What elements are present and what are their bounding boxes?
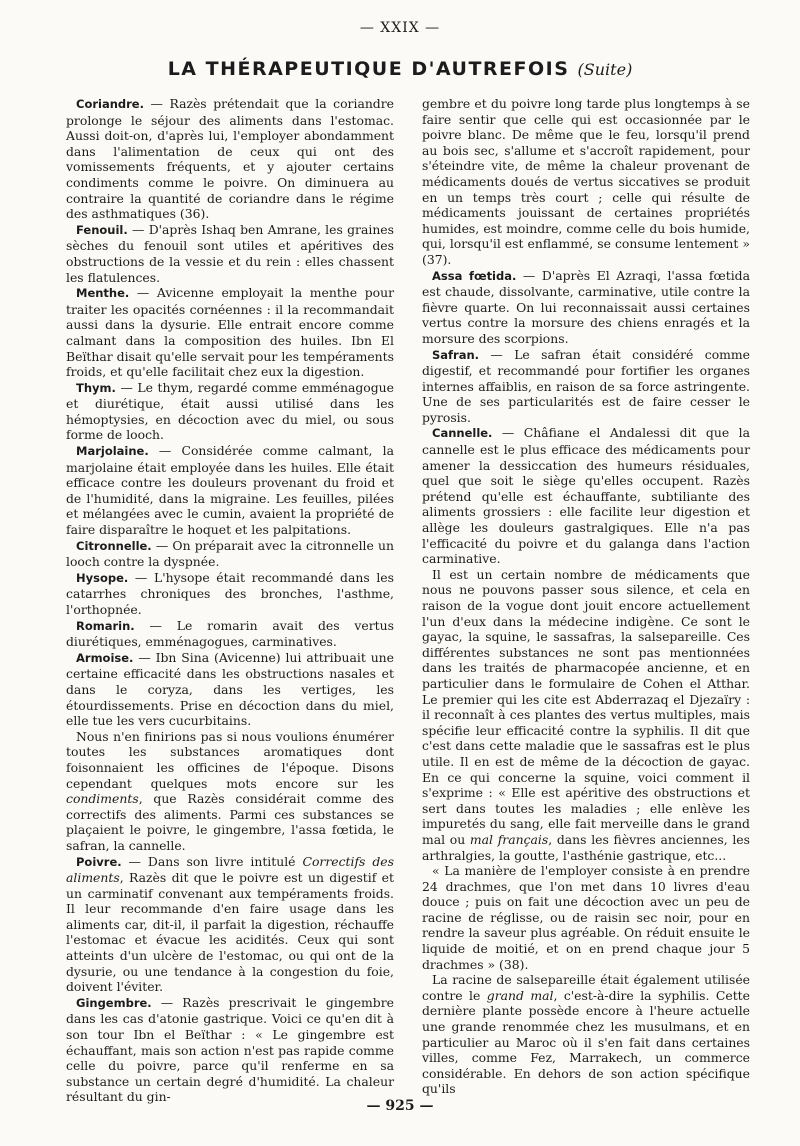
term-thym: Thym. (76, 380, 116, 395)
term-romarin: Romarin. (76, 618, 135, 633)
title-suite: (Suite) (577, 60, 633, 79)
text-thym: — Le thym, regardé comme emménagogue et diurétique, était aussi utilisé dans les hémoptysies, en décoction avec du miel, ou sous forme de looch. (66, 379, 394, 443)
poivre-italic: Correctifs des aliments (66, 853, 394, 886)
term-coriandre: Coriandre. (76, 97, 144, 111)
term-citronnelle: Citronnelle. (76, 538, 152, 553)
term-armoise: Armoise. (76, 650, 134, 665)
term-assa-foetida: Assa fœtida. (432, 268, 517, 283)
left-column (66, 96, 394, 1105)
paragraph-dosage: « La manière de l'employer consiste à en prendre 24 drachmes, que l'on met dans 10 livres d'eau douce ; puis on fait une décoction avec un peu de racine de réglisse, ou de raisin sec noir, pour en rendre la saveur plus agréable. On réduit ensuite le liquide de moitié, et on en prend chaque jour 5 drachmes » (38). (422, 863, 750, 972)
page-title (0, 58, 800, 80)
term-safran: Safran. (432, 347, 480, 362)
entry-gingembre (66, 995, 394, 1105)
entry-hysope (66, 570, 394, 618)
term-fenouil: Fenouil. (76, 222, 128, 237)
text-citronnelle: — On préparait avec la citronnelle un looch contre la dyspnée. (66, 537, 394, 570)
entry-marjolaine (66, 443, 394, 538)
title-text: LA THÉRAPEUTIQUE D'AUTREFOIS (167, 58, 570, 80)
term-hysope: Hysope. (76, 570, 129, 585)
term-marjolaine: Marjolaine. (76, 444, 149, 459)
paragraph-gayac-squine (422, 567, 750, 863)
entry-coriandre (66, 96, 394, 222)
term-cannelle: Cannelle. (432, 426, 493, 441)
entry-assa-foetida (422, 268, 750, 347)
entry-safran (422, 347, 750, 426)
salsepareille-text-a: La racine de salsepareille était également utilisée contre le (422, 972, 750, 1003)
text-coriandre: — Razès prétendait que la coriandre prolonge le séjour des aliments dans l'estomac. Aussi doit-on, d'après lui, l'employer abondamment dans l'alimentation de ceux qui ont des vomissements fréquents, et y ajouter certains condiments comme le poivre. On diminuera au contraire la quantité de coriandre dans le régime des asthmatiques (36). (66, 96, 394, 222)
gayac-italic: mal français (469, 831, 549, 847)
text-marjolaine: — Considérée comme calmant, la marjolaine était employée dans les huiles. Elle était efficace contre les douleurs provenant du froid et de l'humidité, dans la migraine. Les feuilles, pilées et mélangées avec le cumin, avaient la propriété de faire disparaître le hoquet et les palpitations. (66, 443, 394, 538)
term-poivre: Poivre. (76, 854, 122, 869)
gayac-text-a: Il est un certain nombre de médicaments que nous ne pouvons passer sous silence, et cela en raison de la vogue dont jouit encore actuellement l'un d'eux dans la médecine indigène. Ce sont le gayac, la squine, le sassafras, la salsepareille. Ces différentes substances ne sont pas mentionnées dans les traités de pharmacopée ancienne, et en particulier dans le formulaire de Cohen el Atthar. Le premier qui les cite est Abderrazaq el Djezaïry : il reconnaît à ces plantes des vertus multiples, mais spécifie leur efficacité contre la syphilis. Il dit que c'est dans cette maladie que le sassafras est le plus utile. Il en est de même de la décoction de gayac. En ce qui concerne la squine, voici comment il s'exprime : « Elle est apéritive des obstructions et sert dans toutes les maladies ; elle enlève les impuretés du sang, elle fait merveille dans le grand mal ou (422, 566, 750, 847)
paragraph-condiments (66, 729, 394, 854)
entry-armoise (66, 650, 394, 729)
text-armoise: — Ibn Sina (Avicenne) lui attribuait une certaine efficacité dans les obstructions nasales et dans le coryza, dans les vertiges, les étourdissements. Prise en décoction dans du miel, elle tue les vers cucurbitains. (66, 649, 394, 729)
entry-romarin (66, 618, 394, 650)
text-fenouil: — D'après Ishaq ben Amrane, les graines sèches du fenouil sont utiles et apéritives des obstructions de la vessie et du rein : elles chassent les flatulences. (66, 221, 394, 285)
right-column (422, 96, 750, 1097)
text-cannelle: — Châfiane el Andalessi dit que la cannelle est le plus efficace des médicaments pour amener la dessiccation des humeurs résiduales, quel que soit le siège qu'elles occupent. Razès prétend qu'elle est échauffante, subtiliante des aliments grossiers : elle facilite leur digestion et allège les douleurs gastralgiques. Elle n'a pas l'efficacité du poivre et du galanga dans l'action carminative. (422, 425, 750, 567)
entry-citronnelle (66, 538, 394, 570)
entry-thym (66, 380, 394, 443)
entry-cannelle (422, 425, 750, 566)
text-hysope: — L'hysope était recommandé dans les catarrhes chroniques des bronches, l'asthme, l'orthopnée. (66, 569, 394, 617)
text-safran: — Le safran était considéré comme digestif, et recommandé pour fortifier les organes internes affaiblis, en raison de sa force astringente. Une de ses particularités est de faire cesser le pyrosis. (422, 346, 750, 425)
gayac-text-end: , dans les fièvres anciennes, les arthralgies, la goutte, l'asthénie gastrique, etc... (422, 831, 750, 863)
salsepareille-italic: grand mal (486, 987, 554, 1003)
page-number: — 925 — (366, 1098, 434, 1114)
salsepareille-text-b: , c'est-à-dire la syphilis. Cette dernière plante possède encore à l'heure actuelle une grande renommée chez les musulmans, et en particulier au Maroc où il s'en fait dans certaines villes, comme Fez, Marrakech, un commerce considérable. En dehors de son action spécifique qu'ils (422, 987, 750, 1097)
poivre-text-b: , Razès dit que le poivre est un digestif et un carminatif convenant aux tempéraments froids. Il leur recommande d'en faire usage dans les aliments car, dit-il, il parfait la digestion, réchauffe l'estomac et évacue les acidités. Ceux qui sont atteints d'un ulcère de l'estomac, ou qui ont de la dysurie, ou une tendance à la congestion du foie, doivent l'éviter. (66, 870, 394, 995)
condiments-text-b: , que Razès considérait comme des correctifs des aliments. Parmi ces substances se plaçaient le poivre, le gingembre, l'assa fœtida, le safran, la cannelle. (66, 791, 394, 853)
paragraph-salsepareille (422, 972, 750, 1097)
poivre-text-a: — Dans son livre intitulé (121, 853, 303, 869)
term-menthe: Menthe. (76, 286, 130, 301)
text-romarin: — Le romarin avait des vertus diurétiques, emménagogues, carminatives. (66, 617, 394, 650)
term-gingembre: Gingembre. (76, 995, 152, 1010)
text-menthe: — Avicenne employait la menthe pour traiter les opacités cornéennes : il la recommandait aussi dans la dysurie. Elle entrait encore comme calmant dans la composition des huiles. Ibn El Beïthar disait qu'elle servait pour les tempéraments froids, et qu'elle facilitait chez eux la digestion. (66, 285, 394, 380)
entry-poivre (66, 854, 394, 995)
text-assa-foetida: — D'après El Azraqi, l'assa fœtida est chaude, dissolvante, carminative, utile contre la fièvre quarte. On lui reconnaissait aussi certaines vertus contre la morsure des chiens enragés et la morsure des scorpions. (422, 267, 750, 346)
entry-fenouil (66, 222, 394, 285)
gingembre-continuation: gembre et du poivre long tarde plus longtemps à se faire sentir que celle qui est occasionnée par le poivre blanc. De même que le feu, lorsqu'il prend au bois sec, s'allume et s'accroît rapidement, pour s'éteindre vite, de même la chaleur provenant de médicaments doués de vertus siccatives se produit en un temps très court ; celle qui résulte de médicaments jouissant de certaines propriétés humides, est moindre, comme celle du bois humide, qui, lorsqu'il est enflammé, se consume lentement » (37). (422, 96, 750, 267)
condiments-text-a: Nous n'en finirions pas si nous voulions énumérer toutes les substances aromatiques dont foisonnaient les officines de l'époque. Disons cependant quelques mots encore sur les (66, 728, 394, 791)
text-gingembre: — Razès prescrivait le gingembre dans les cas d'atonie gastrique. Voici ce qu'en dit à son tour Ibn el Beïthar : « Le gingembre est échauffant, mais son action n'est pas rapide comme celle du poivre, parce qu'il renferme en sa substance un certain degré d'humidité. La chaleur résultant du gin- (66, 994, 394, 1105)
entry-menthe (66, 285, 394, 380)
roman-page-header: — XXIX — (359, 20, 441, 36)
condiments-italic: condiments (66, 791, 139, 807)
